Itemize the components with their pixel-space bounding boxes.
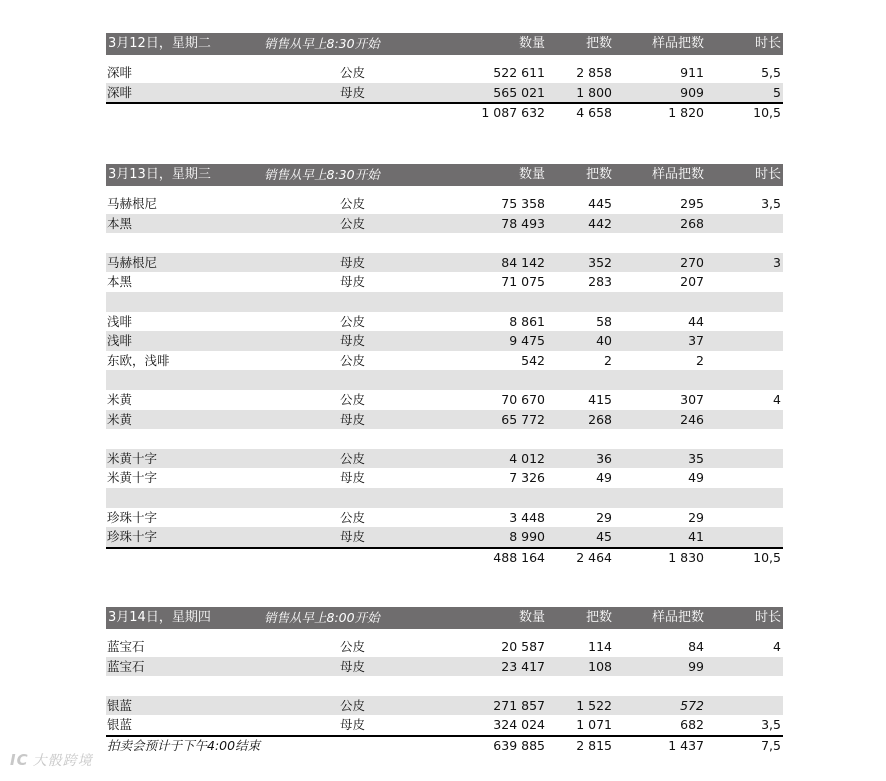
skin-type: 公皮 (340, 697, 366, 713)
skin-type: 公皮 (340, 65, 366, 80)
quantity-value: 71 075 (501, 274, 545, 290)
table-row (106, 676, 783, 696)
color-name: 珍珠十字 (107, 529, 158, 545)
quantity-value: 3 448 (509, 509, 545, 525)
skin-type: 母皮 (340, 84, 366, 100)
samples-value: 99 (688, 658, 704, 674)
skin-type: 公皮 (340, 196, 366, 211)
total-lots: 2 464 (576, 549, 612, 565)
table-row (106, 194, 783, 214)
skin-type: 母皮 (340, 717, 366, 733)
lots-value: 445 (588, 196, 612, 211)
quantity-value: 70 670 (501, 391, 545, 407)
color-name: 珍珠十字 (107, 509, 158, 525)
lots-value: 2 (604, 352, 612, 368)
quantity-value: 324 024 (493, 717, 545, 733)
samples-value: 2 (696, 352, 704, 368)
table-row (106, 214, 783, 234)
skin-type: 公皮 (340, 450, 366, 466)
duration-value: 4 (773, 391, 781, 407)
quantity-value: 23 417 (501, 658, 545, 674)
lots-value: 268 (588, 411, 612, 427)
skin-type: 母皮 (340, 658, 366, 674)
table-row (106, 488, 783, 508)
duration-value: 3,5 (761, 717, 781, 733)
quantity-value: 4 012 (509, 450, 545, 466)
table-row (106, 637, 783, 657)
skin-type: 母皮 (340, 529, 366, 545)
section-header (106, 164, 783, 186)
quantity-value: 7 326 (509, 470, 545, 486)
lots-value: 442 (588, 215, 612, 231)
column-header-duration: 时长 (754, 610, 781, 625)
total-duration: 7,5 (761, 737, 781, 753)
table-row (106, 370, 783, 390)
table-row (106, 312, 783, 332)
column-header-duration: 时长 (754, 36, 781, 51)
table-row (106, 233, 783, 253)
samples-value: 268 (680, 215, 704, 231)
section-header (106, 33, 783, 55)
lots-value: 29 (596, 509, 612, 525)
sale-start-note: 销售从早上8:00开始 (264, 610, 380, 625)
sale-start-note: 销售从早上8:30开始 (264, 36, 380, 51)
color-name: 米黄 (107, 411, 133, 427)
lots-value: 45 (596, 529, 612, 545)
skin-type: 公皮 (340, 509, 366, 525)
table-row (106, 253, 783, 273)
lots-value: 108 (588, 658, 612, 674)
total-quantity: 1 087 632 (481, 105, 545, 121)
column-header-lots: 把数 (585, 167, 612, 182)
skin-type: 母皮 (340, 470, 366, 486)
lots-value: 49 (596, 470, 612, 486)
duration-value: 4 (773, 639, 781, 654)
total-samples: 1 830 (668, 549, 704, 565)
color-name: 蓝宝石 (107, 639, 145, 654)
watermark (10, 750, 93, 770)
table-row (106, 83, 783, 103)
quantity-value: 8 861 (509, 313, 545, 329)
samples-value: 295 (680, 196, 704, 211)
sale-date: 3月12日，星期二 (108, 36, 211, 51)
table-row (106, 390, 783, 410)
lots-value: 2 858 (576, 65, 612, 80)
color-name: 本黑 (107, 274, 133, 290)
total-samples: 1 820 (668, 105, 704, 121)
closing-note: 拍卖会预计于下午4:00结束 (107, 737, 261, 753)
quantity-value: 65 772 (501, 411, 545, 427)
total-samples: 1 437 (668, 737, 704, 753)
table-row (106, 351, 783, 371)
color-name: 米黄十字 (107, 450, 158, 466)
table-row (106, 410, 783, 430)
quantity-value: 8 990 (509, 529, 545, 545)
skin-type: 公皮 (340, 313, 366, 329)
column-header-qty: 数量 (518, 610, 545, 625)
total-lots: 4 658 (576, 105, 612, 121)
samples-value: 911 (680, 65, 704, 80)
samples-value: 29 (688, 509, 704, 525)
quantity-value: 565 021 (493, 84, 545, 100)
auction-day-section (106, 607, 783, 757)
duration-value: 3 (773, 254, 781, 270)
column-header-samples: 样品把数 (651, 610, 704, 625)
samples-value: 37 (688, 333, 704, 349)
color-name: 蓝宝石 (107, 658, 145, 674)
skin-type: 公皮 (340, 639, 366, 654)
sale-start-note: 销售从早上8:30开始 (264, 167, 380, 182)
samples-value: 270 (680, 254, 704, 270)
lots-value: 40 (596, 333, 612, 349)
color-name: 浅啡 (107, 333, 133, 349)
lots-value: 352 (588, 254, 612, 270)
samples-value: 49 (688, 470, 704, 486)
lots-value: 36 (596, 450, 612, 466)
samples-value: 207 (680, 274, 704, 290)
quantity-value: 20 587 (501, 639, 545, 654)
table-row (106, 63, 783, 83)
samples-value: 246 (680, 411, 704, 427)
table-row (106, 696, 783, 716)
samples-value: 307 (680, 391, 704, 407)
duration-value: 5 (773, 84, 781, 100)
column-header-qty: 数量 (518, 167, 545, 182)
quantity-value: 542 (521, 352, 545, 368)
total-quantity: 639 885 (493, 737, 545, 753)
samples-value: 572 (680, 697, 704, 713)
quantity-value: 75 358 (501, 196, 545, 211)
table-row (106, 331, 783, 351)
skin-type: 母皮 (340, 254, 366, 270)
total-quantity: 488 164 (493, 549, 545, 565)
auction-day-section (106, 164, 783, 569)
column-header-lots: 把数 (585, 36, 612, 51)
lots-value: 114 (588, 639, 612, 654)
sale-date: 3月13日，星期三 (108, 167, 211, 182)
section-total-row (106, 547, 783, 569)
quantity-value: 84 142 (501, 254, 545, 270)
color-name: 浅啡 (107, 313, 133, 329)
samples-value: 44 (688, 313, 704, 329)
watermark-text: 大骰跨境 (32, 753, 93, 769)
section-total-row (106, 102, 783, 124)
color-name: 米黄十字 (107, 470, 158, 486)
table-row (106, 657, 783, 677)
column-header-samples: 样品把数 (651, 167, 704, 182)
color-name: 马赫根尼 (107, 196, 158, 211)
auction-day-section (106, 33, 783, 124)
lots-value: 58 (596, 313, 612, 329)
table-row (106, 429, 783, 449)
section-total-row (106, 735, 783, 757)
quantity-value: 9 475 (509, 333, 545, 349)
quantity-value: 271 857 (493, 697, 545, 713)
skin-type: 公皮 (340, 391, 366, 407)
lots-value: 1 522 (576, 697, 612, 713)
total-duration: 10,5 (753, 105, 781, 121)
column-header-duration: 时长 (754, 167, 781, 182)
duration-value: 3,5 (761, 196, 781, 211)
skin-type: 公皮 (340, 215, 366, 231)
skin-type: 母皮 (340, 333, 366, 349)
samples-value: 682 (680, 717, 704, 733)
table-row (106, 292, 783, 312)
table-row (106, 527, 783, 547)
samples-value: 84 (688, 639, 704, 654)
skin-type: 母皮 (340, 411, 366, 427)
color-name: 本黑 (107, 215, 133, 231)
color-name: 米黄 (107, 391, 133, 407)
column-header-lots: 把数 (585, 610, 612, 625)
color-name: 深啡 (107, 65, 133, 80)
column-header-qty: 数量 (518, 36, 545, 51)
section-header (106, 607, 783, 629)
table-row (106, 715, 783, 735)
column-header-samples: 样品把数 (651, 36, 704, 51)
total-duration: 10,5 (753, 549, 781, 565)
lots-value: 415 (588, 391, 612, 407)
color-name: 深啡 (107, 84, 133, 100)
color-name: 东欧，浅啡 (107, 352, 170, 368)
color-name: 银蓝 (107, 697, 133, 713)
quantity-value: 78 493 (501, 215, 545, 231)
color-name: 银蓝 (107, 717, 133, 733)
duration-value: 5,5 (761, 65, 781, 80)
table-row (106, 468, 783, 488)
lots-value: 283 (588, 274, 612, 290)
lots-value: 1 071 (576, 717, 612, 733)
table-row (106, 508, 783, 528)
samples-value: 909 (680, 84, 704, 100)
table-row (106, 449, 783, 469)
watermark-logo-icon: IC (10, 751, 29, 769)
samples-value: 35 (688, 450, 704, 466)
sale-date: 3月14日，星期四 (108, 610, 211, 625)
skin-type: 公皮 (340, 352, 366, 368)
total-lots: 2 815 (576, 737, 612, 753)
skin-type: 母皮 (340, 274, 366, 290)
lots-value: 1 800 (576, 84, 612, 100)
quantity-value: 522 611 (493, 65, 545, 80)
samples-value: 41 (688, 529, 704, 545)
table-row (106, 272, 783, 292)
color-name: 马赫根尼 (107, 254, 158, 270)
